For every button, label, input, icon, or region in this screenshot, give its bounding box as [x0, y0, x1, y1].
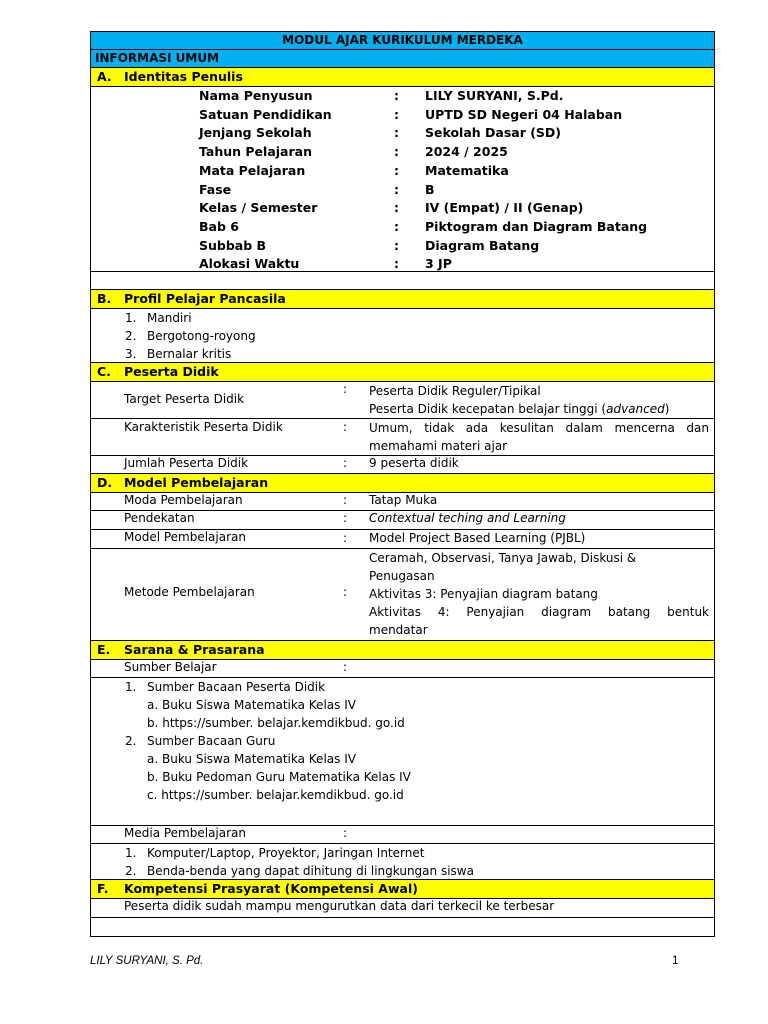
pendekatan-row: Pendekatan : Contextual teching and Learning: [91, 511, 714, 530]
target-value: Peserta Didik Reguler/Tipikal Peserta Didik kecepatan belajar tinggi (advanced): [369, 384, 670, 416]
identity-row: Nama Penyusun : LILY SURYANI, S.Pd.: [199, 88, 564, 103]
section-e-label: Sarana & Prasarana: [124, 642, 265, 657]
identity-row: Fase : B: [199, 181, 435, 197]
moda-row: Moda Pembelajaran : Tatap Muka: [91, 493, 714, 511]
section-e-letter: E.: [97, 642, 111, 657]
media-row: Media Pembelajaran :: [91, 826, 714, 844]
section-b-label: Profil Pelajar Pancasila: [124, 291, 286, 306]
list-item: 1. Sumber Bacaan Peserta Didik: [125, 680, 326, 694]
empty-row: [91, 272, 714, 290]
list-item: b. Buku Pedoman Guru Matematika Kelas IV: [147, 770, 411, 784]
section-b-letter: B.: [97, 291, 112, 306]
karakteristik-value: Umum, tidak ada kesulitan dalam mencerna dan memahami materi ajar: [369, 421, 709, 453]
list-item: 3. Bernalar kritis: [125, 347, 232, 361]
identity-row: Mata Pelajaran : Matematika: [199, 162, 509, 178]
section-a-header: [91, 68, 714, 87]
section-f-label: Kompetensi Prasyarat (Kompetensi Awal): [124, 881, 418, 896]
section-a-letter: A.: [97, 69, 112, 84]
section-d-label: Model Pembelajaran: [124, 475, 269, 490]
list-item: 2. Benda-benda yang dapat dihitung di lingkungan siswa: [125, 864, 474, 878]
section-c-label: Peserta Didik: [124, 364, 219, 379]
info-heading: INFORMASI UMUM: [91, 50, 714, 68]
list-item: c. https://sumber. belajar.kemdikbud. go.id: [147, 788, 404, 802]
empty-row: [91, 918, 714, 936]
list-item: 1. Komputer/Laptop, Proyektor, Jaringan Internet: [125, 846, 425, 860]
kompetensi-row: [91, 899, 714, 918]
section-f-header: [91, 880, 714, 899]
doc-title: MODUL AJAR KURIKULUM MERDEKA: [91, 32, 714, 50]
identity-row: Jenjang Sekolah : Sekolah Dasar (SD): [199, 125, 562, 141]
module-table: [90, 31, 715, 937]
target-row: Target Peserta Didik : Peserta Didik Reguler/Tipikal Peserta Didik kecepatan belajar tinggi (advanced): [91, 382, 714, 419]
section-f-letter: F.: [97, 881, 109, 896]
profil-list: [91, 309, 714, 363]
jumlah-value: 9 peserta didik: [369, 456, 459, 470]
list-item: 1. Mandiri: [125, 311, 192, 325]
list-item: a. Buku Siswa Matematika Kelas IV: [147, 752, 356, 766]
list-item: 2. Sumber Bacaan Guru: [125, 734, 276, 748]
karakteristik-key: Karakteristik Peserta Didik: [124, 420, 283, 434]
sumber-list: [91, 678, 714, 826]
footer-author: LILY SURYANI, S. Pd.: [90, 955, 204, 967]
section-c-header: [91, 363, 714, 382]
identity-row: Bab 6 : Piktogram dan Diagram Batang: [199, 218, 648, 234]
list-item: 2. Bergotong-royong: [125, 329, 256, 343]
metode-value: Ceramah, Observasi, Tanya Jawab, Diskusi & Penugasan Aktivitas 3: Penyajian diagram batang Aktivitas 4: Penyajian diagram batang bentuk mendatar: [369, 551, 709, 637]
section-d-header: [91, 474, 714, 493]
karakteristik-row: Karakteristik Peserta Didik : Umum, tidak ada kesulitan dalam mencerna dan memahami materi ajar: [91, 419, 714, 456]
target-key: Target Peserta Didik: [124, 392, 245, 406]
identity-row: Subbab B : Diagram Batang: [199, 237, 540, 253]
media-list: [91, 844, 714, 880]
metode-row: Metode Pembelajaran : Ceramah, Observasi, Tanya Jawab, Diskusi & Penugasan Aktivitas 3: Penyajian diagram batang Aktivitas 4: Penyajian diagram batang bentuk mendatar: [91, 549, 714, 641]
identity-row: Kelas / Semester : IV (Empat) / II (Genap): [199, 200, 584, 216]
model-row: Model Pembelajaran : Model Project Based Learning (PJBL): [91, 530, 714, 549]
identity-row: Satuan Pendidikan : UPTD SD Negeri 04 Halaban: [199, 106, 623, 122]
section-e-header: [91, 641, 714, 660]
identity-row: Alokasi Waktu : 3 JP: [199, 256, 452, 272]
kompetensi-text: Peserta didik sudah mampu mengurutkan data dari terkecil ke terbesar: [124, 899, 555, 913]
jumlah-key: Jumlah Peserta Didik: [124, 456, 249, 470]
identity-row: Tahun Pelajaran : 2024 / 2025: [199, 144, 508, 160]
sumber-row: Sumber Belajar :: [91, 660, 714, 678]
jumlah-row: Jumlah Peserta Didik : 9 peserta didik: [91, 456, 714, 474]
section-a-label: Identitas Penulis: [124, 69, 243, 84]
section-d-letter: D.: [97, 475, 113, 490]
section-b-header: [91, 290, 714, 309]
list-item: a. Buku Siswa Matematika Kelas IV: [147, 698, 356, 712]
identity-block: [91, 87, 714, 272]
page-number: 1: [672, 955, 679, 967]
section-c-letter: C.: [97, 364, 111, 379]
list-item: b. https://sumber. belajar.kemdikbud. go.id: [147, 716, 405, 730]
